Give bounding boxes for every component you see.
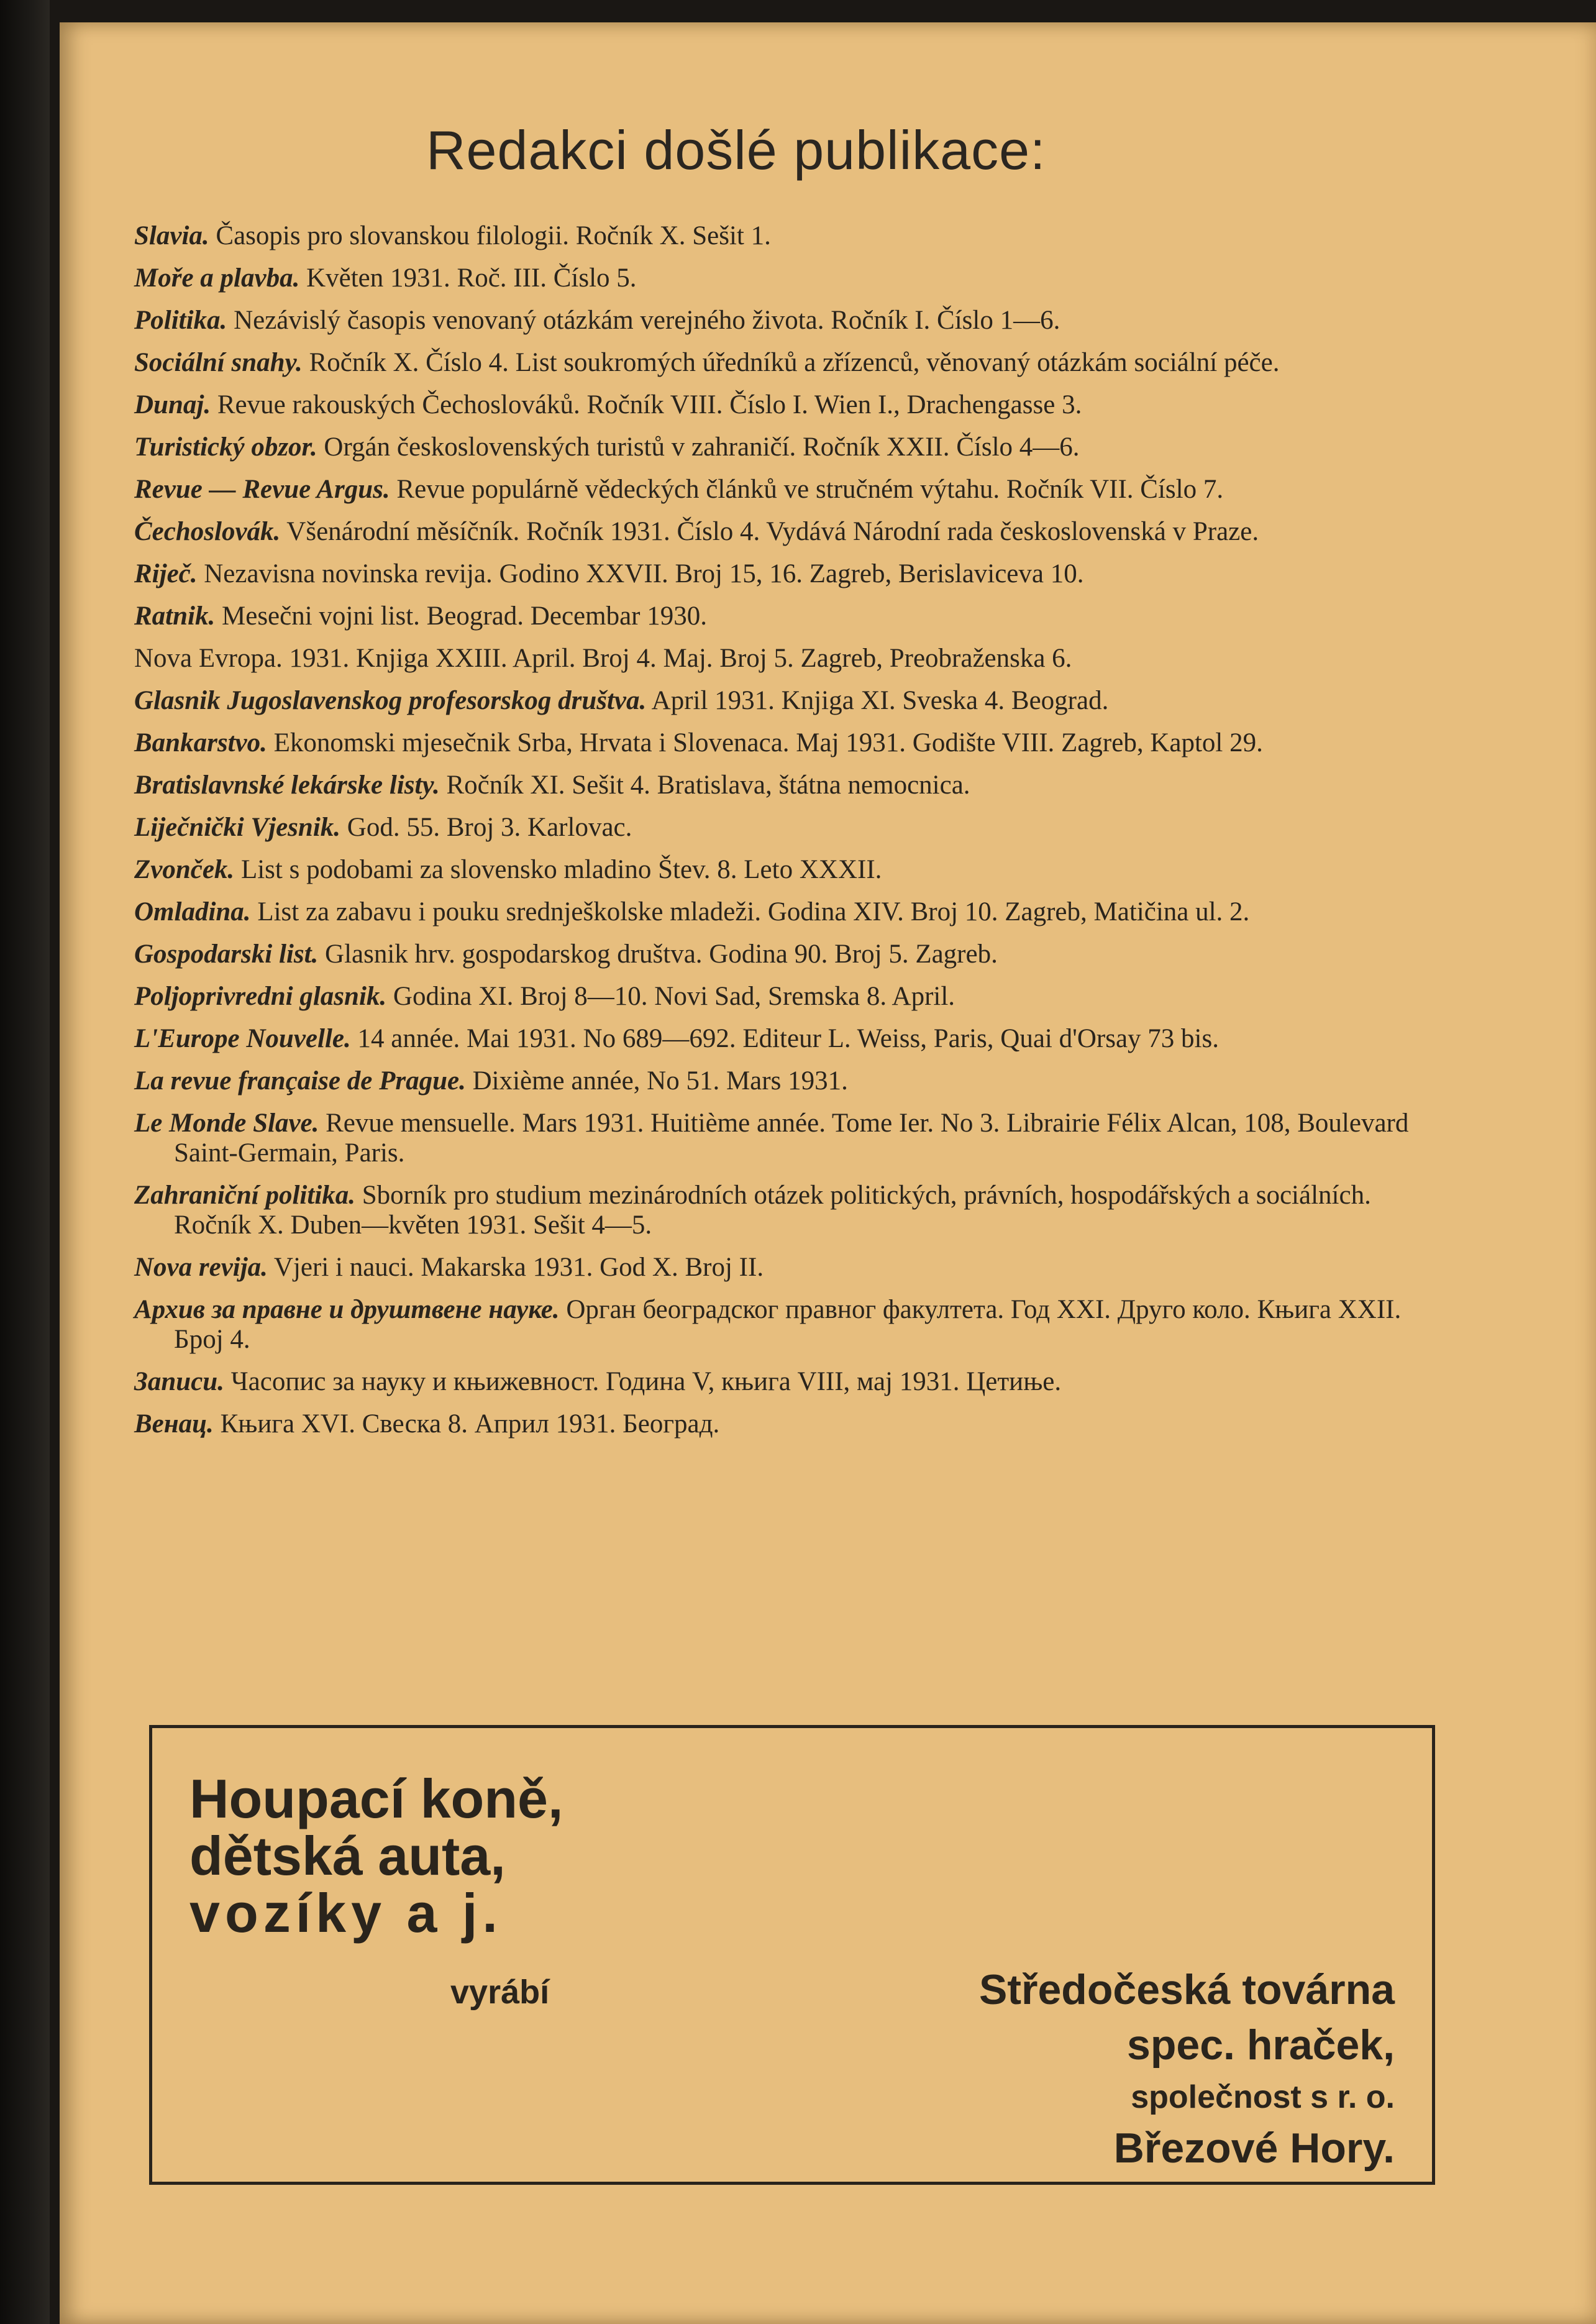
- publication-entry: [134, 897, 1439, 927]
- ad-products: [189, 1770, 563, 1942]
- entry-text: Revue rakouských Čechoslováků. Ročník VIII. Číslo I. Wien I., Drachengasse 3.: [217, 390, 1082, 419]
- entry-text: Орган београдског правног факултета. Год XXI. Друго коло. Књига XXII. Број 4.: [174, 1295, 1402, 1354]
- publication-entry: [134, 686, 1439, 716]
- ad-company-line: spec. hraček,: [1127, 2021, 1395, 2069]
- entry-text: Књига XVI. Свеска 8. Април 1931. Београд.: [220, 1409, 720, 1439]
- ad-line: Houpací koně,: [189, 1768, 563, 1829]
- ad-company-line: Středočeská továrna: [979, 1966, 1395, 2013]
- publication-entry: [134, 771, 1439, 800]
- scan-left-edge: [0, 0, 50, 2324]
- publication-entry: [134, 602, 1439, 631]
- advertisement-box: [149, 1725, 1435, 2185]
- ad-company: [979, 1962, 1395, 2174]
- publication-entry: [134, 517, 1439, 547]
- publication-entry: [134, 475, 1439, 505]
- publication-entry: [134, 1109, 1439, 1168]
- entry-text: Nezávislý časopis venovaný otázkám verejného života. Ročník I. Číslo 1—6.: [234, 306, 1060, 335]
- entry-text: Godina XI. Broj 8—10. Novi Sad, Sremska 8. April.: [393, 982, 955, 1011]
- entry-title: Ratnik.: [134, 602, 216, 631]
- publication-entry: [134, 940, 1439, 969]
- publication-entry: [134, 348, 1439, 378]
- publication-entry: [134, 1367, 1439, 1397]
- publication-entry: [134, 432, 1439, 462]
- entry-title: Poljoprivredni glasnik.: [134, 982, 387, 1011]
- entry-text: Nova Evropa. 1931. Knjiga XXIII. April. Broj 4. Maj. Broj 5. Zagreb, Preobraženska 6.: [134, 644, 1072, 673]
- entry-text: Orgán československých turistů v zahraničí. Ročník XXII. Číslo 4—6.: [324, 432, 1080, 462]
- publication-entry: [134, 1181, 1439, 1240]
- entry-title: Dunaj.: [134, 390, 211, 419]
- entry-title: Slavia.: [134, 221, 209, 250]
- entry-title: Венац.: [134, 1409, 214, 1439]
- entry-title: Архив за правне и друштвене науке.: [134, 1295, 560, 1324]
- entry-text: 14 année. Mai 1931. No 689—692. Editeur L. Weiss, Paris, Quai d'Orsay 73 bis.: [357, 1024, 1219, 1053]
- publication-entry: [134, 813, 1439, 843]
- entry-title: Moře a plavba.: [134, 263, 300, 293]
- publication-entry: [134, 263, 1439, 293]
- entry-text: Nezavisna novinska revija. Godino XXVII. Broj 15, 16. Zagreb, Berislaviceva 10.: [204, 559, 1084, 588]
- ad-maker-label: vyrábí: [450, 1974, 550, 2011]
- ad-line: dětská auta,: [189, 1825, 506, 1887]
- entry-text: Všenárodní měsíčník. Ročník 1931. Číslo 4. Vydává Národní rada československá v Praze.: [286, 517, 1259, 546]
- ad-line: vozíky a j.: [189, 1882, 503, 1944]
- entry-title: L'Europe Nouvelle.: [134, 1024, 351, 1053]
- entry-title: Bratislavnské lekárske listy.: [134, 771, 440, 800]
- publication-entry: [134, 1066, 1439, 1096]
- entry-text: List za zabavu i pouku srednješkolske mladeži. Godina XIV. Broj 10. Zagreb, Matičina ul. 2.: [257, 897, 1250, 926]
- entry-title: Le Monde Slave.: [134, 1109, 319, 1138]
- entry-title: Riječ.: [134, 559, 198, 588]
- entry-title: Liječnički Vjesnik.: [134, 813, 341, 842]
- entry-text: Sborník pro studium mezinárodních otázek politických, právních, hospodářských a sociálních. Ročník X. Duben—květen 1931. Sešit 4—5.: [174, 1181, 1371, 1240]
- publication-entry: [134, 982, 1439, 1012]
- entry-text: Mesečni vojni list. Beograd. Decembar 1930.: [222, 602, 707, 631]
- entry-title: Bankarstvo.: [134, 728, 267, 757]
- entry-title: Omladina.: [134, 897, 251, 926]
- entry-text: Ročník XI. Sešit 4. Bratislava, štátna nemocnica.: [446, 771, 970, 800]
- entry-text: Dixième année, No 51. Mars 1931.: [472, 1066, 848, 1096]
- ad-company-line: společnost s r. o.: [1131, 2079, 1395, 2115]
- entry-title: Čechoslovák.: [134, 517, 281, 546]
- entry-title: Nova revija.: [134, 1253, 268, 1282]
- entry-text: Ekonomski mjesečnik Srba, Hrvata i Slovenaca. Maj 1931. Godište VIII. Zagreb, Kaptol 29.: [273, 728, 1263, 757]
- publication-entry: [134, 1024, 1439, 1054]
- publication-list: [134, 221, 1439, 1452]
- entry-text: Vjeri i nauci. Makarska 1931. God X. Broj II.: [273, 1253, 764, 1282]
- entry-text: Часопис за науку и књижевност. Година V, књига VIII, мај 1931. Цетиње.: [230, 1367, 1062, 1396]
- entry-title: Politika.: [134, 306, 227, 335]
- entry-text: Revue mensuelle. Mars 1931. Huitième année. Tome Ier. No 3. Librairie Félix Alcan, 108, Boulevard Saint-Germain, Paris.: [174, 1109, 1409, 1168]
- publication-entry: [134, 559, 1439, 589]
- publication-entry: [134, 855, 1439, 885]
- entry-text: Časopis pro slovanskou filologii. Ročník X. Sešit 1.: [216, 221, 771, 250]
- document-page: [60, 22, 1596, 2324]
- publication-entry: [134, 390, 1439, 420]
- entry-text: God. 55. Broj 3. Karlovac.: [347, 813, 632, 842]
- publication-entry: [134, 221, 1439, 251]
- ad-company-line: Březové Hory.: [1113, 2125, 1395, 2172]
- entry-text: Revue populárně vědeckých článků ve stručném výtahu. Ročník VII. Číslo 7.: [396, 475, 1224, 504]
- publication-entry: [134, 1295, 1439, 1355]
- entry-title: Zvonček.: [134, 855, 235, 884]
- publication-entry: [134, 644, 1439, 674]
- entry-title: Zahraniční politika.: [134, 1181, 356, 1210]
- publication-entry: [134, 1253, 1439, 1283]
- entry-title: Turistický obzor.: [134, 432, 317, 462]
- publication-entry: [134, 728, 1439, 758]
- entry-text: April 1931. Knjiga XI. Sveska 4. Beograd.: [651, 686, 1109, 715]
- entry-title: Revue — Revue Argus.: [134, 475, 390, 504]
- entry-title: Glasnik Jugoslavenskog profesorskog društva.: [134, 686, 647, 715]
- entry-title: La revue française de Prague.: [134, 1066, 466, 1096]
- entry-text: Květen 1931. Roč. III. Číslo 5.: [306, 263, 637, 293]
- entry-text: List s podobami za slovensko mladino Štev. 8. Leto XXXII.: [240, 855, 882, 884]
- page-title: Redakci došlé publikace:: [426, 119, 1046, 181]
- entry-title: Gospodarski list.: [134, 940, 319, 969]
- entry-text: Ročník X. Číslo 4. List soukromých úředníků a zřízenců, věnovaný otázkám sociální péče.: [309, 348, 1280, 377]
- publication-entry: [134, 306, 1439, 336]
- publication-entry: [134, 1409, 1439, 1439]
- entry-title: Записи.: [134, 1367, 224, 1396]
- entry-title: Sociální snahy.: [134, 348, 303, 377]
- entry-text: Glasnik hrv. gospodarskog društva. Godina 90. Broj 5. Zagreb.: [325, 940, 998, 969]
